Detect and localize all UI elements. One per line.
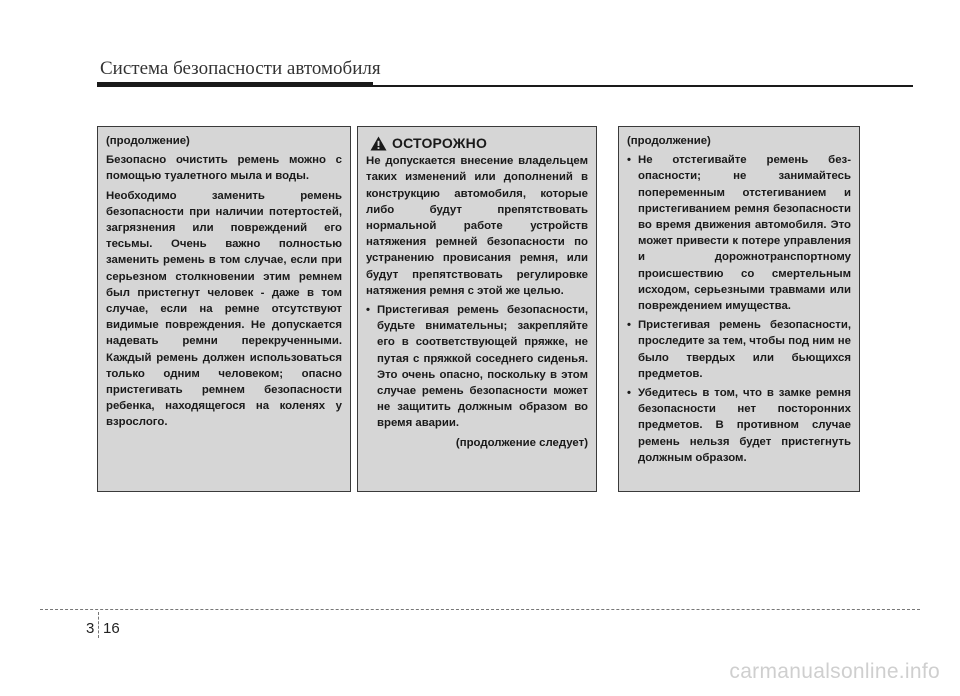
page-number: 16 (103, 620, 120, 637)
paragraph-modifications: Не допускается внесение владельцем таких изменений или дополнений в конструкцию автомобиля, которые либо будут препятствовать нормальной работе устройств натяжения ремней безопасности по устранению провисания ремня, или будут препятствовать регулировке натяжения ремня с этой же целью. (366, 155, 588, 297)
continued-label: (продолжение) (106, 135, 190, 147)
bullet-foreign-objects: • Убедитесь в том, что в замке ремня безопасности нет посторонних предметов. В противном случае ремень нельзя будет пристегнуть должным образом. (627, 385, 851, 466)
bullet-buckle: • Пристегивая ремень безопасности, будьте внимательны; закрепляйте его в соответствующей пряжке, не путая с пряжкой соседнего сиденья. Это очень опасно, поскольку в этом случае ремень безопасности может не защитить должным образом во время аварии. (366, 302, 588, 432)
watermark: carmanualsonline.info (729, 660, 940, 683)
header-rule-thin (373, 85, 913, 87)
right-bullet-list (627, 152, 851, 466)
chapter-number: 3 (86, 620, 95, 637)
bullet-unbuckle: • Не отстегивайте ремень безопасности; не занимайтесь попеременным отстегиванием и пристегиванием ремня безопасности во время движения автомобиля. Это может привести к потере управления и дорожнотранспортному происшествию со смертельным исходом, серьезными травмами или повреждением имущества. (627, 152, 851, 314)
right-text-panel (618, 126, 860, 492)
paragraph-cleaning: Безопасно очистить ремень можно с помощью туалетного мыла и воды. (106, 154, 342, 183)
paragraph-replacement: Необходимо заменить ремень безопасности при наличии потертостей, загрязнения или повреждений его тесьмы. Очень важно полностью заменить ремень в том случае, если при серьезном столкновении этим ремнем был пристегнут человек - даже в том случае, если на ремне отсутствуют видимые повреждения. Не допускается надевать ремни перекрученными. Каждый ремень должен использоваться только одним человеком; опасно пристегивать ремнем безопасности ребенка, находящегося на коленях у взрослого. (106, 189, 342, 429)
warning-bullet-list (366, 302, 588, 432)
page-number-separator (98, 612, 99, 638)
bullet-hard-objects: • Пристегивая ремень безопасности, проследите за тем, чтобы под ним не было твердых или бьющихся предметов. (627, 317, 851, 382)
warning-header (370, 135, 588, 151)
warning-panel (357, 126, 597, 492)
warning-icon (370, 136, 387, 151)
continued-label: (продолжение) (627, 135, 711, 147)
warning-title: ОСТОРОЖНО (392, 135, 488, 151)
header-rule-thick (97, 82, 373, 87)
continued-next-label: (продолжение следует) (455, 436, 588, 449)
left-text-panel (97, 126, 351, 492)
page-section-title: Система безопасности автомобиля (100, 58, 381, 79)
footer-dashed-rule (40, 609, 920, 610)
